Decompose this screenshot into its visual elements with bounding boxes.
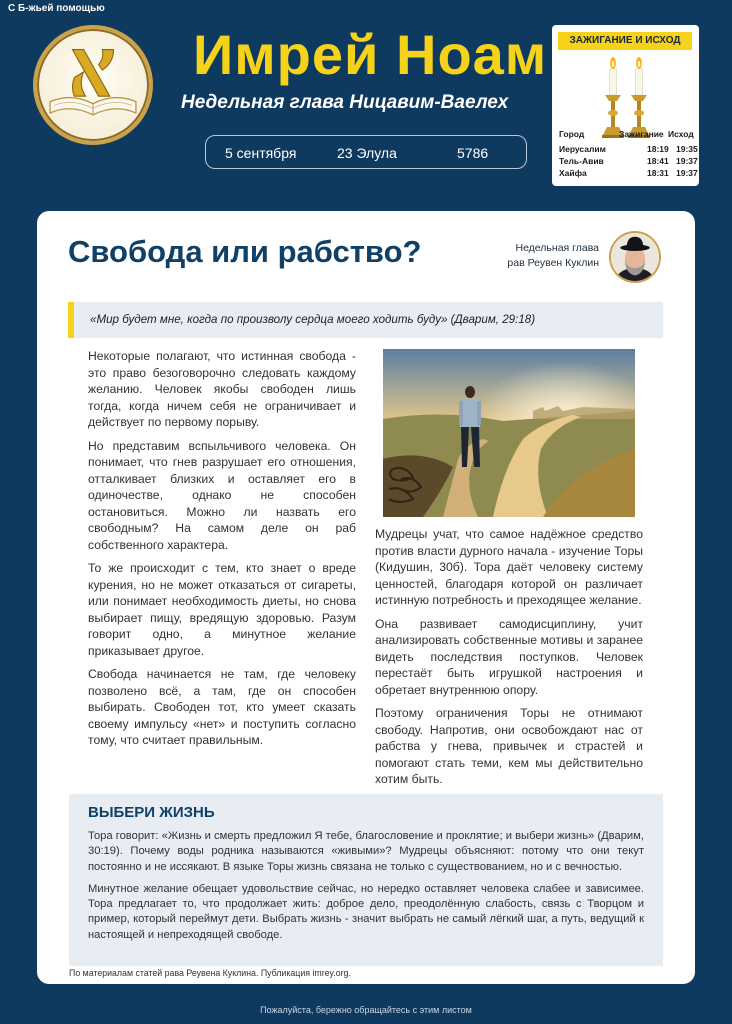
article-card bbox=[37, 211, 695, 984]
paragraph: Тора говорит: «Жизнь и смерть предложил Я тебе, благословение и проклятие; и выбери жизнь» (Дварим, 30:19). Почему воды родника называются «живыми»? Мудрецы объясняют: потому что они текут постоянно и не иссякают. В языке Торы жизнь связана не только с существованием, но и с вечностью. bbox=[88, 830, 644, 873]
paragraph: Мудрецы учат, что самое надёжное средство против власти дурного начала - изучение Торы (Кидушин, 30б). Тора даёт человеку систему ценностей, благодаря которой он различает истинную потребность и преходящее желание. bbox=[375, 527, 643, 607]
author-info bbox=[507, 241, 599, 271]
paragraph: То же происходит с тем, кто знает о вреде курения, но не может отказаться от сигареты, или понимает необходимость диеты, но снова выбирает пищу, вредящую здоровью. Разум говорит одно, а минутное желание приказывает другое. bbox=[88, 561, 356, 658]
choose-life-title: ВЫБЕРИ ЖИЗНЬ bbox=[88, 804, 215, 821]
footer-note: Пожалуйста, бережно обращайтесь с этим листом bbox=[260, 1005, 472, 1015]
choose-life-body bbox=[88, 829, 644, 950]
date-year: 5786 bbox=[457, 145, 489, 161]
city-name: Хайфа bbox=[559, 168, 587, 178]
paragraph: Поэтому ограничения Торы не отнимают свободу. Напротив, они освобождают нас от рабства у гнева, привычек и страстей и помогают стать теми, кем мы действительно хотим быть. bbox=[375, 706, 643, 786]
date-hebrew: 23 Элула bbox=[337, 145, 397, 161]
end-time: 19:35 bbox=[676, 144, 698, 154]
table-row bbox=[559, 167, 698, 179]
top-blessing: С Б-жьей помощью bbox=[8, 3, 105, 14]
article-right-column bbox=[375, 526, 643, 795]
column-header: Город bbox=[559, 129, 585, 139]
city-name: Тель-Авив bbox=[559, 156, 604, 166]
table-row bbox=[559, 143, 698, 155]
lighting-time: 18:41 bbox=[647, 156, 669, 166]
city-name: Иерусалим bbox=[559, 144, 606, 154]
candle-table-header bbox=[559, 128, 695, 140]
date-gregorian: 5 сентября bbox=[225, 145, 297, 161]
candle-times-table bbox=[559, 128, 698, 179]
article-left-column bbox=[88, 348, 356, 756]
paragraph: Некоторые полагают, что истинная свобода - это право безоговорочно следовать каждому желанию. Человек якобы свободен лишь тогда, когда ничем себя не ограничивает и действует по первому порыву. bbox=[88, 349, 356, 429]
end-time: 19:37 bbox=[676, 156, 698, 166]
source-credit: По материалам статей рава Реувена Куклина. Публикация imrey.org. bbox=[69, 968, 351, 978]
author-name: рав Реувен Куклин bbox=[507, 257, 599, 269]
table-row bbox=[559, 155, 698, 167]
date-bar bbox=[205, 135, 527, 169]
candle-lighting-box bbox=[552, 25, 699, 186]
man-on-path-illustration bbox=[383, 349, 635, 517]
paragraph: Но представим вспыльчивого человека. Он понимает, что гнев разрушает его отношения, отталкивает близких и оставляет его в одиночестве, однако не способен остановиться. Можно ли назвать его свободным? На самом деле он раб собственного характера. bbox=[88, 438, 356, 552]
end-time: 19:37 bbox=[676, 168, 698, 178]
masthead-subtitle: Недельная глава Ницавим-Ваелех bbox=[181, 92, 509, 113]
paragraph: Минутное желание обещает удовольствие сейчас, но нередко оставляет человека слабее и зависимее. Тора предлагает то, что продолжает жить: доброе дело, преодолённую слабость, связь с Творцом и пример, который переймут дети. Выбрать жизнь - значит выбрать не самый лёгкий шаг, а путь, ведущий к настоящей и непреходящей свободе. bbox=[88, 882, 644, 941]
lighting-time: 18:19 bbox=[647, 144, 669, 154]
article-headline: Свобода или рабство? bbox=[68, 234, 422, 269]
author-avatar bbox=[609, 231, 661, 283]
aleph-book-logo bbox=[33, 25, 153, 145]
paragraph: Свобода начинается не там, где человеку позволено всё, а там, где он способен выбирать. Свободен тот, кто умеет сказать своему импульсу «нет» и поступить согласно тому, что считает правильным. bbox=[88, 667, 356, 747]
choose-life-box bbox=[69, 794, 663, 966]
column-header: Зажигание bbox=[619, 129, 664, 139]
author-line-parsha: Недельная глава bbox=[515, 242, 599, 254]
article-quote: «Мир будет мне, когда по произволу сердца моего ходить буду» (Дварим, 29:18) bbox=[68, 302, 663, 338]
paragraph: Она развивает самодисциплину, учит анализировать собственные мотивы и заранее видеть последствия поступков. Человек перестаёт быть игрушкой настроения и обретает внутреннюю опору. bbox=[375, 616, 643, 697]
masthead-title: Имрей Ноам bbox=[193, 23, 548, 86]
column-header: Исход bbox=[668, 129, 694, 139]
candle-lighting-heading: ЗАЖИГАНИЕ И ИСХОД bbox=[558, 32, 692, 50]
lighting-time: 18:31 bbox=[647, 168, 669, 178]
